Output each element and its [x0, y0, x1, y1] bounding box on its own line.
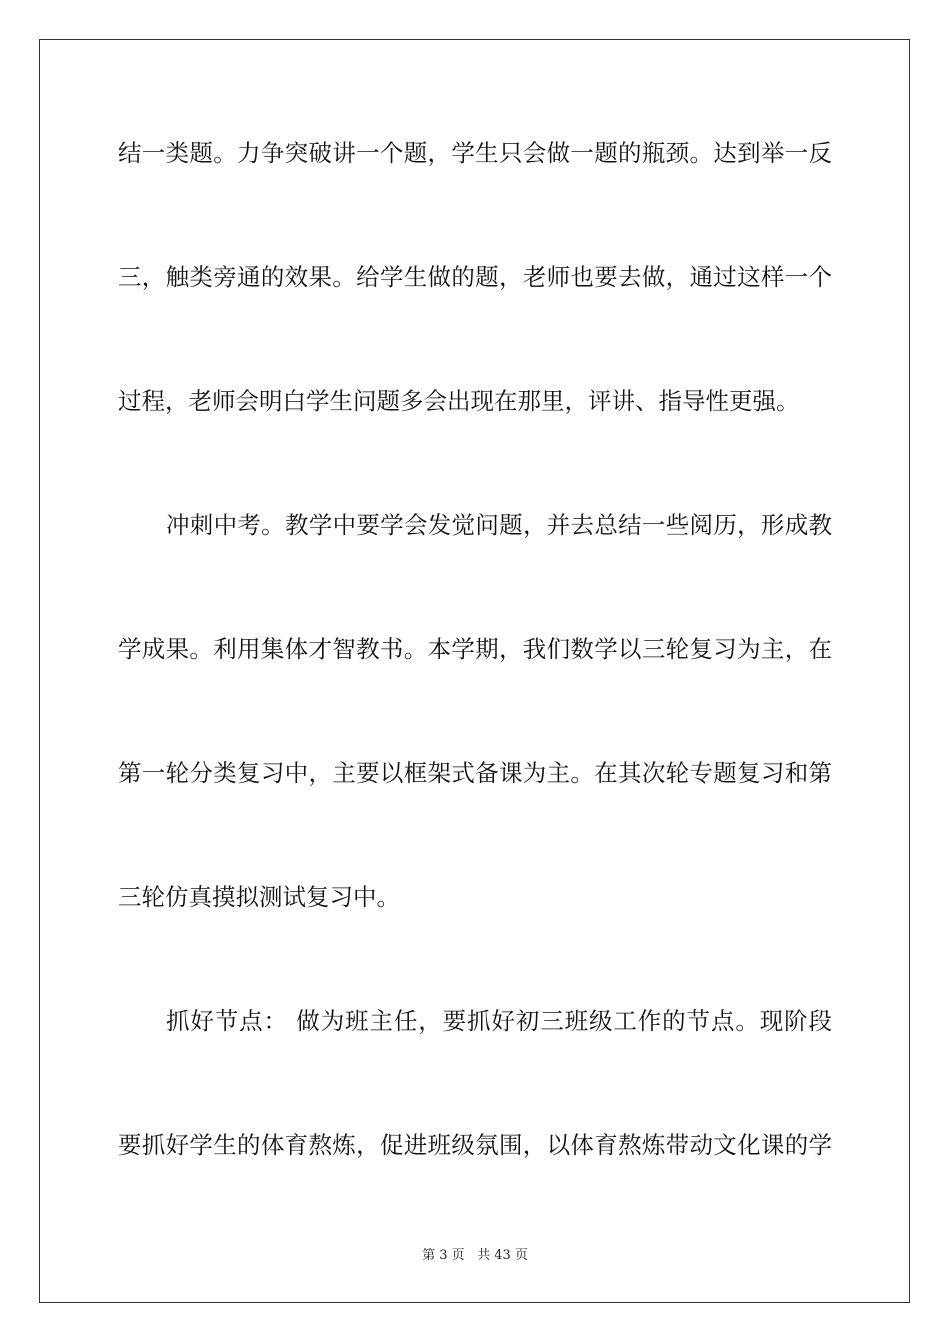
text-line: 学成果。利用集体才智教书。本学期，我们数学以三轮复习为主，在 — [118, 635, 832, 663]
text-line: 过程，老师会明白学生问题多会出现在那里，评讲、指导性更强。 — [118, 387, 800, 415]
text-line: 抓好节点： 做为班主任，要抓好初三班级工作的节点。现阶段 — [166, 1007, 832, 1035]
text-line: 第一轮分类复习中，主要以框架式备课为主。在其次轮专题复习和第 — [118, 759, 832, 787]
page-number: 第 3 页 — [422, 1248, 465, 1263]
text-line: 要抓好学生的体育熬炼，促进班级氛围，以体育熬炼带动文化课的学 — [118, 1131, 832, 1159]
text-line: 三，触类旁通的效果。给学生做的题，老师也要去做，通过这样一个 — [118, 263, 832, 291]
page-frame — [39, 39, 910, 1303]
text-line: 结一类题。力争突破讲一个题，学生只会做一题的瓶颈。达到举一反 — [118, 139, 832, 167]
page-footer — [0, 1247, 950, 1265]
total-pages: 共 43 页 — [477, 1248, 528, 1263]
text-line: 三轮仿真摸拟测试复习中。 — [118, 883, 400, 911]
text-line: 冲刺中考。教学中要学会发觉问题，并去总结一些阅历，形成教 — [166, 511, 832, 539]
